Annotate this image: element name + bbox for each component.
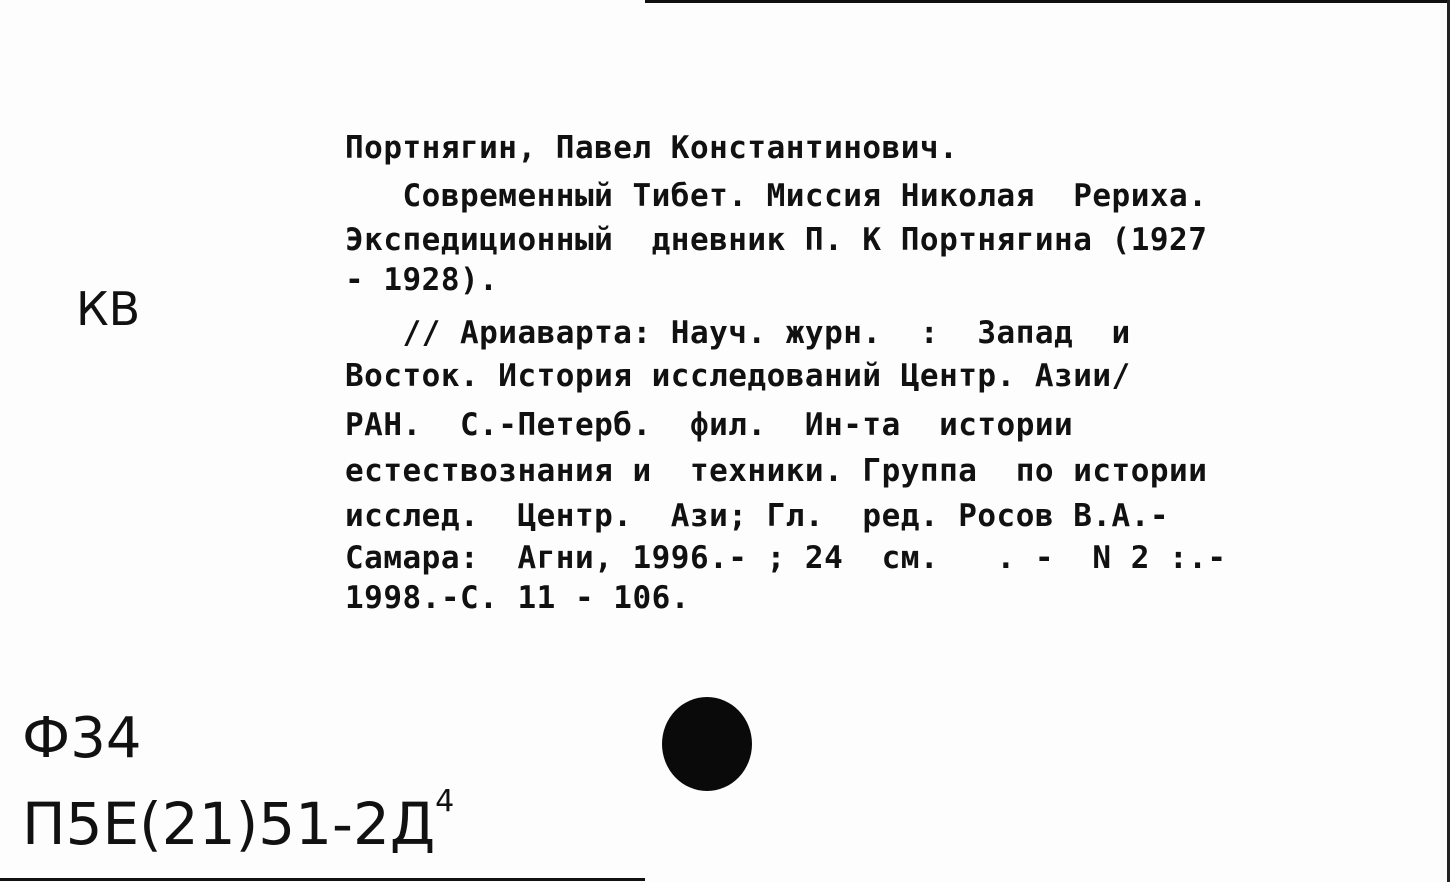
top-edge-line (645, 0, 1450, 3)
shelf-mark-bottom (22, 784, 455, 858)
source-line-7: 1998.-С. 11 - 106. (345, 580, 690, 616)
source-line-6: Самара: Агни, 1996.- ; 24 см. . - N 2 :.- (345, 540, 1227, 576)
title-line-2: Экспедиционный дневник П. К Портнягина (1927 (345, 222, 1208, 258)
source-line-5: исслед. Центр. Ази; Гл. ред. Росов В.А.- (345, 498, 1170, 534)
shelf-mark-superscript: 4 (435, 784, 455, 819)
title-line-3: - 1928). (345, 262, 499, 298)
source-line-1: // Ариаварта: Науч. журн. : Запад и (345, 315, 1131, 351)
punched-hole-dot (662, 697, 752, 791)
source-line-3: РАН. С.-Петерб. фил. Ин-та истории (345, 407, 1074, 443)
author-line: Портнягин, Павел Константинович. (345, 130, 959, 166)
margin-code: КВ (76, 282, 141, 336)
title-line-1: Современный Тибет. Миссия Николая Рериха. (345, 178, 1208, 214)
source-line-2: Восток. История исследований Центр. Азии/ (345, 358, 1131, 394)
shelf-mark-bottom-text: П5Е(21)51-2Д (22, 790, 436, 858)
shelf-mark-top: Ф34 (22, 706, 142, 771)
bottom-edge-line (0, 878, 645, 881)
source-line-4: естествознания и техники. Группа по истории (345, 453, 1208, 489)
